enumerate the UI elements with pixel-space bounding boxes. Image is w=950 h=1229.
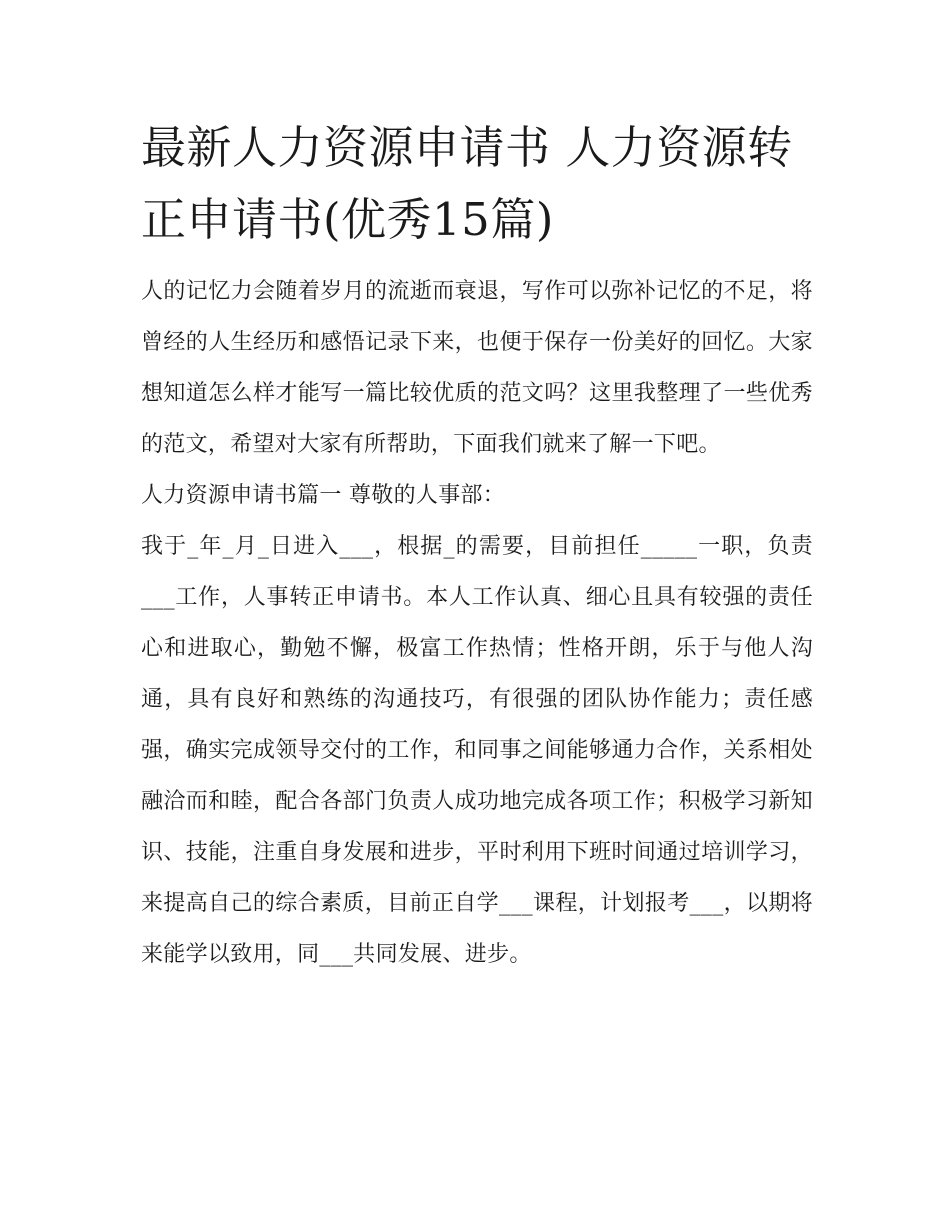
document-body (141, 112, 813, 980)
body-paragraph: 我于_年_月_日进入___，根据_的需要，目前担任_____一职，负责___工作，人事转正申请书。本人工作认真、细心且具有较强的责任心和进取心，勤勉不懈，极富工作热情；性格开朗，乐于与他人沟通，具有良好和熟练的沟通技巧，有很强的团队协作能力；责任感强，确实完成领导交付的工作，和同事之间能够通力合作，关系相处融洽而和睦，配合各部门负责人成功地完成各项工作；积极学习新知识、技能，注重自身发展和进步，平时利用下班时间通过培训学习，来提高自己的综合素质，目前正自学___课程，计划报考___，以期将来能学以致用，同___共同发展、进步。 (141, 534, 813, 967)
document-title: 最新人力资源申请书 人力资源转正申请书(优秀15篇) (141, 121, 793, 246)
section-heading: 人力资源申请书篇一 尊敬的人事部： (141, 483, 506, 508)
intro-paragraph: 人的记忆力会随着岁月的流逝而衰退，写作可以弥补记忆的不足，将曾经的人生经历和感悟记录下来，也便于保存一份美好的回忆。大家想知道怎么样才能写一篇比较优质的范文吗？这里我整理了一些优秀的范文，希望对大家有所帮助，下面我们就来了解一下吧。 (141, 279, 813, 457)
